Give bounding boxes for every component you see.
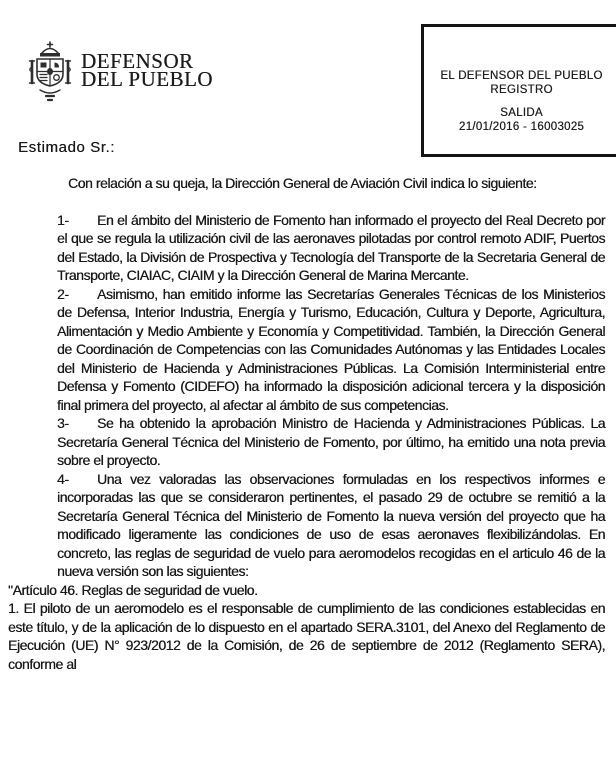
list-item-2: [57, 285, 605, 415]
registry-stamp: [421, 24, 616, 157]
quote-article-title: "Artículo 46. Reglas de seguridad de vuelo.: [8, 581, 258, 598]
item-text: Una vez valoradas las observaciones formuladas en los respectivos informes e incorporadas las que se consideraron pertinentes, el pasado 29 de octubre se remitió a la Secretaría General Técnica del Ministerio de Fomento la nueva versión del proyecto que ha modificado ligeramente las condiciones de uso de esas aeronaves flexibilizándolas. En concreto, las reglas de seguridad de vuelo para aeromodelos recogidas en el articulo 46 de la nueva versión son las siguientes:: [57, 470, 605, 579]
item-number: 4-: [57, 470, 69, 487]
numbered-list: [57, 211, 605, 581]
intro-paragraph: Con relación a su queja, la Dirección General de Aviación Civil indica lo siguiente:: [68, 175, 537, 191]
salutation: Estimado Sr.:: [18, 139, 116, 156]
list-item-3: [57, 414, 605, 470]
logo-line-2: DEL PUEBLO: [81, 67, 213, 91]
item-text: Se ha obtenido la aprobación Ministro de Hacienda y Administraciones Públicas. La Secretaría General Técnica del Ministerio de Fomento, por último, ha emitido una nota previa sobre el proyecto.: [57, 415, 605, 468]
coat-of-arms-icon: [26, 40, 74, 104]
item-number: 2-: [57, 285, 69, 302]
stamp-registry: REGISTRO: [490, 83, 553, 96]
item-text: En el ámbito del Ministerio de Fomento han informado el proyecto del Real Decreto por el que se regula la utilización civil de las aeronaves pilotadas por control remoto ADIF, Puertos del Estado, la División de Prospectiva y Tecnología del Transporte de la Secretaria General de Transporte, CIAIAC, CIAIM y la Dirección General de Marina Mercante.: [57, 211, 605, 283]
logo-line-1: DEFENSOR: [81, 49, 194, 73]
list-item-1: [57, 211, 605, 285]
item-number: 3-: [57, 415, 69, 431]
stamp-date: 21/01/2016 - 16003025: [458, 120, 585, 133]
item-text: Asimismo, han emitido informe las Secretarías Generales Técnicas de los Ministerios de Defensa, Interior Industria, Energía y Turismo, Educación, Cultura y Deporte, Agricultura, Alimentación y Medio Ambiente y Economía y Competitividad. También, la Dirección General de Coordinación de Competencias con las Comunidades Autónomas y las Entidades Locales del Ministerio de Hacienda y Administraciones Públicas. La Comisión Interministerial entre Defensa y Fomento (CIDEFO) ha informado la disposición adicional tercera y la disposición final primera del proyecto, al afectar al ámbito de sus competencias.: [57, 285, 605, 413]
stamp-org: EL DEFENSOR DEL PUEBLO: [440, 70, 603, 82]
quote-paragraph-1: 1. El piloto de un aeromodelo es el responsable de cumplimiento de las condiciones establecidas en este título, y de la aplicación de lo dispuesto en el apartado SERA.3101, del Anexo del Reglamento de Ejecución (UE) N° 923/2012 de la Comisión, de 26 de septiembre de 2012 (Reglamento SERA), conforme al: [8, 600, 605, 672]
letter-body: [8, 174, 605, 673]
list-item-4: [57, 470, 605, 581]
item-number: 1-: [57, 211, 69, 228]
defensor-del-pueblo-logo: [26, 40, 213, 104]
stamp-direction: SALIDA: [500, 107, 543, 119]
logo-wordmark: [81, 49, 213, 91]
